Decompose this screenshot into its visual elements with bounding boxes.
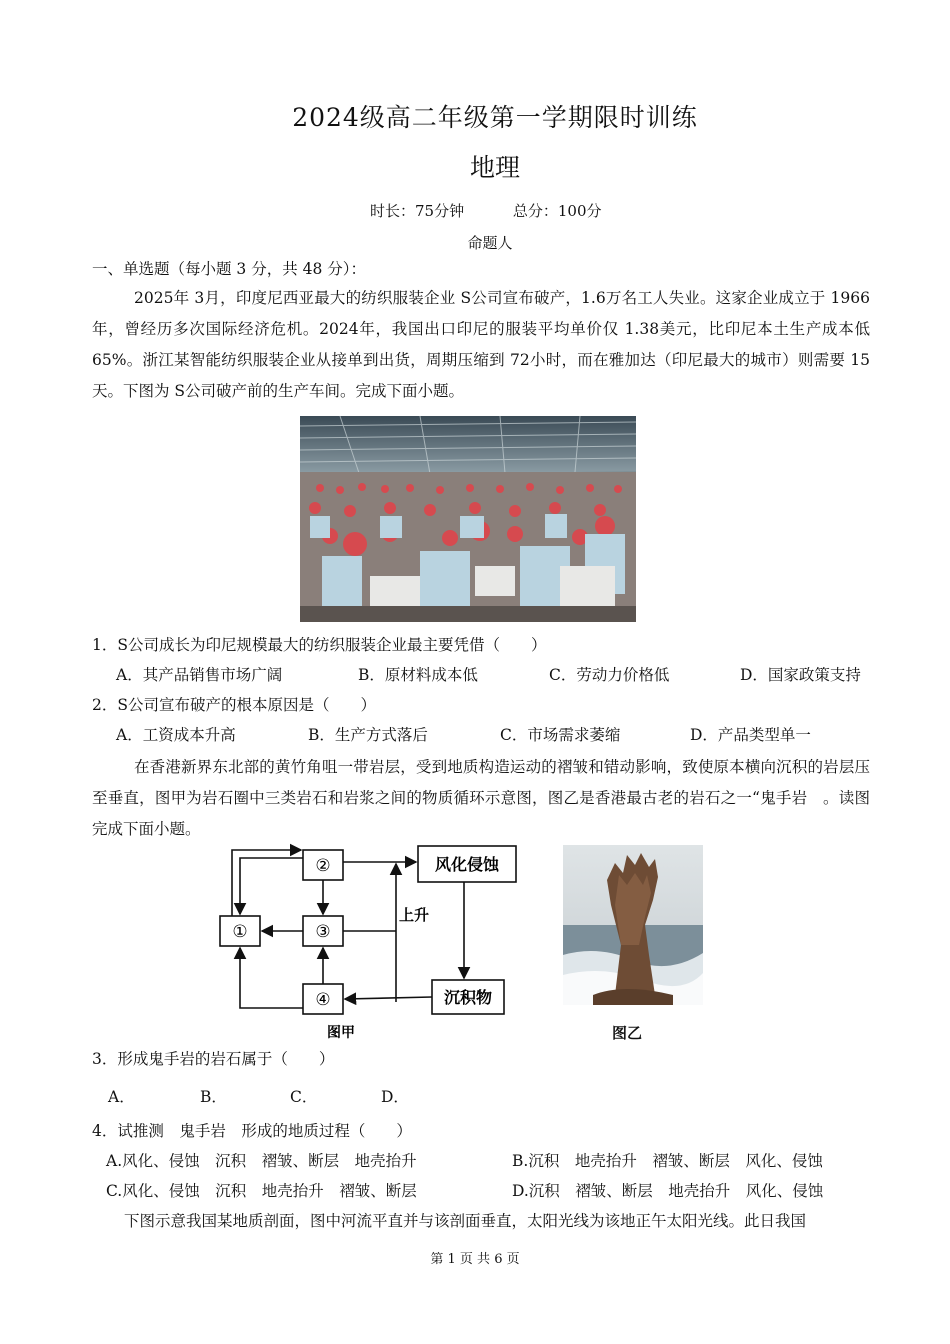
q4-option-d[interactable]: D.沉积 褶皱、断层 地壳抬升 风化、侵蚀 (512, 1182, 824, 1200)
q2-option-d[interactable]: D．产品类型单一 (690, 726, 811, 744)
figure-a-caption: 图甲 (327, 1025, 355, 1041)
passage-3: 下图示意我国某地质剖面，图中河流平直并与该剖面垂直，太阳光线为该地正午太阳光线。此日我国 (124, 1212, 807, 1230)
q1-option-c[interactable]: C．劳动力价格低 (549, 666, 670, 684)
node-1-label: ① (232, 922, 248, 942)
sediment-label: 沉积物 (443, 988, 493, 1007)
q4-option-b[interactable]: B.沉积 地壳抬升 褶皱、断层 风化、侵蚀 (512, 1152, 823, 1170)
q4-option-c[interactable]: C.风化、侵蚀 沉积 地壳抬升 褶皱、断层 (106, 1182, 417, 1200)
q3-option-a[interactable]: A． (108, 1088, 135, 1106)
q3-option-b[interactable]: B． (200, 1088, 227, 1106)
question-4: 4．试推测 鬼手岩 形成的地质过程（ ） (92, 1122, 412, 1140)
q1-option-b[interactable]: B．原材料成本低 (358, 666, 478, 684)
duration-text: 时长：75分钟 (370, 202, 465, 220)
passage-2: 在香港新界东北部的黄竹角咀一带岩层，受到地质构造运动的褶皱和错动影响，致使原本横向沉积的岩层压至垂直，图甲为岩石圈中三类岩石和岩浆之间的物质循环示意图，图乙是香港最古老的岩石之一“鬼手岩 。读图完成下面小题。 (92, 758, 870, 838)
q2-option-c[interactable]: C．市场需求萎缩 (500, 726, 621, 744)
subject-title: 地理 (469, 153, 520, 182)
node-4-label: ④ (315, 990, 331, 1010)
passage-1: 2025年 3月，印度尼西亚最大的纺织服装企业 S公司宣布破产，1.6万名工人失业。这家企业成立于 1966年，曾经历多次国际经济危机。2024年，我国出口印尼的服装平均单价仅 1.38美元，比印尼本土生产成本低 65%。浙江某智能纺织服装企业从接单到出货，周期压缩到 72小时，而在雅加达（印尼最大的城市）则需要 15天。下图为 S公司破产前的生产车间。完成下面小题。 (92, 289, 870, 400)
question-3: 3．形成鬼手岩的岩石属于（ ） (92, 1050, 335, 1068)
section-heading: 一、单选题（每小题 3 分，共 48 分）： (92, 260, 367, 278)
uplift-label: 上升 (398, 906, 430, 924)
figure-b-caption: 图乙 (612, 1024, 643, 1042)
weathering-label: 风化侵蚀 (434, 855, 500, 874)
q4-option-a[interactable]: A.风化、侵蚀 沉积 褶皱、断层 地壳抬升 (106, 1152, 417, 1170)
total-score-text: 总分：100分 (512, 202, 602, 220)
node-2-label: ② (315, 856, 331, 876)
exam-meta (370, 200, 646, 221)
q2-option-b[interactable]: B．生产方式落后 (308, 726, 428, 744)
q3-option-d[interactable]: D． (381, 1088, 409, 1106)
q2-option-a[interactable]: A．工资成本升高 (116, 726, 236, 744)
exam-title: 2024级高二年级第一学期限时训练 (292, 103, 698, 132)
factory-photo (300, 416, 636, 622)
rock-cycle-diagram (212, 842, 522, 1042)
ghost-hand-rock-photo (563, 845, 703, 1005)
q1-option-d[interactable]: D．国家政策支持 (740, 666, 861, 684)
page-footer: 第 1 页 共 6 页 (430, 1252, 520, 1267)
question-2: 2．S公司宣布破产的根本原因是（ ） (92, 696, 376, 714)
node-3-label: ③ (315, 922, 331, 942)
q1-option-a[interactable]: A．其产品销售市场广阔 (116, 666, 283, 684)
author-label: 命题人 (467, 234, 513, 252)
q3-option-c[interactable]: C． (290, 1088, 318, 1106)
question-1: 1．S公司成长为印尼规模最大的纺织服装企业最主要凭借（ ） (92, 636, 547, 654)
